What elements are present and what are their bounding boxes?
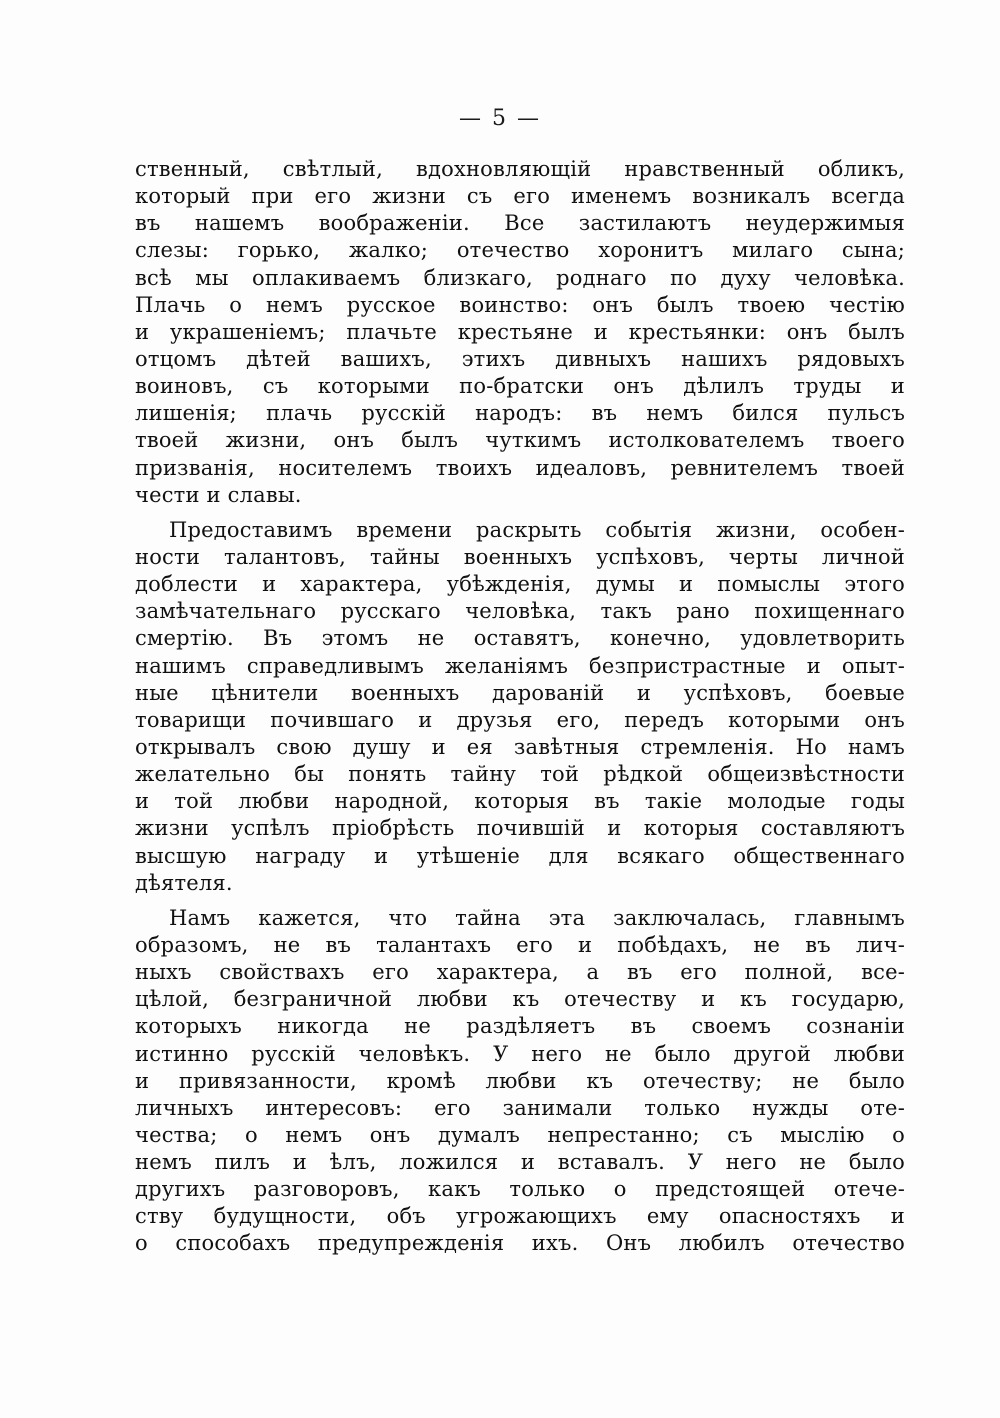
text-line: ности талантовъ, тайны военныхъ успѣховъ, черты личной bbox=[135, 544, 905, 569]
text-line: ныхъ свойствахъ его характера, а въ его полной, все- bbox=[135, 960, 905, 985]
text-line: въ нашемъ воображеніи. Все застилаютъ неудержимыя bbox=[135, 211, 905, 236]
page-number-header: — 5 — bbox=[459, 106, 541, 131]
text-line: который при его жизни съ его именемъ возникалъ всегда bbox=[135, 184, 905, 209]
paragraph-2 bbox=[135, 517, 905, 897]
page-body-text bbox=[135, 156, 905, 1258]
text-line: доблести и характера, убѣжденія, думы и помыслы этого bbox=[135, 572, 905, 597]
text-line: всѣ мы оплакиваемъ близкаго, роднаго по духу человѣка. bbox=[135, 265, 905, 290]
text-line: высшую награду и утѣшеніе для всякаго общественнаго bbox=[135, 843, 905, 868]
text-line: ственный, свѣтлый, вдохновляющій нравственный обликъ, bbox=[135, 157, 905, 181]
text-line: чести и славы. bbox=[135, 482, 302, 507]
text-line: которыхъ никогда не раздѣляетъ въ своемъ сознаніи bbox=[135, 1014, 905, 1039]
text-line: слезы: горько, жалко; отечество хоронитъ милаго сына; bbox=[135, 238, 905, 263]
text-line: призванія, носителемъ твоихъ идеаловъ, ревнителемъ твоей bbox=[135, 455, 905, 480]
text-line: желательно бы понять тайну той рѣдкой общеизвѣстности bbox=[135, 762, 905, 787]
text-line: твоей жизни, онъ былъ чуткимъ истолкователемъ твоего bbox=[135, 428, 905, 453]
paragraph-gap bbox=[135, 509, 905, 517]
text-line: Предоставимъ времени раскрыть событія жизни, особен- bbox=[169, 517, 905, 542]
text-line: и привязанности, кромѣ любви къ отечеству; не было bbox=[135, 1068, 905, 1093]
text-line: немъ пилъ и ѣлъ, ложился и вставалъ. У него не было bbox=[135, 1150, 905, 1175]
text-line: нашимъ справедливымъ желаніямъ безпристрастные и опыт- bbox=[135, 653, 905, 678]
text-line: жизни успѣлъ пріобрѣсть почившій и которыя составляютъ bbox=[135, 816, 905, 841]
text-line: товарищи почившаго и друзья его, передъ которыми онъ bbox=[135, 707, 905, 732]
text-line: Плачь о немъ русское воинство: онъ былъ твоею честію bbox=[135, 292, 905, 317]
text-line: дѣятеля. bbox=[135, 870, 233, 895]
text-line: цѣлой, безграничной любви къ отечеству и къ государю, bbox=[135, 987, 905, 1012]
text-line: личныхъ интересовъ: его занимали только нужды оте- bbox=[135, 1095, 905, 1120]
text-line: чества; о немъ онъ думалъ непрестанно; съ мыслію о bbox=[135, 1122, 905, 1147]
text-line: смертію. Въ этомъ не оставятъ, конечно, удовлетворить bbox=[135, 626, 905, 651]
text-line: образомъ, не въ талантахъ его и побѣдахъ, не въ лич- bbox=[135, 932, 905, 957]
text-line: истинно русскій человѣкъ. У него не было другой любви bbox=[135, 1041, 905, 1066]
text-line: воиновъ, съ которыми по-братски онъ дѣлилъ труды и bbox=[135, 374, 905, 399]
text-line: открывалъ свою душу и ея завѣтныя стремленія. Но намъ bbox=[135, 734, 905, 759]
text-line: о способахъ предупрежденія ихъ. Онъ любилъ отечество bbox=[135, 1231, 905, 1256]
text-line: ные цѣнители военныхъ дарованій и успѣховъ, боевые bbox=[135, 680, 905, 705]
text-line: ству будущности, объ угрожающихъ ему опасностяхъ и bbox=[135, 1204, 905, 1229]
text-line: лишенія; плачь русскій народъ: въ немъ бился пульсъ bbox=[135, 401, 905, 426]
text-line: отцомъ дѣтей вашихъ, этихъ дивныхъ нашихъ рядовыхъ bbox=[135, 346, 905, 371]
paragraph-gap bbox=[135, 897, 905, 905]
text-line: Намъ кажется, что тайна эта заключалась, главнымъ bbox=[169, 905, 905, 930]
text-line: другихъ разговоровъ, какъ только о предстоящей отече- bbox=[135, 1177, 905, 1202]
text-line: и той любви народной, которыя въ такіе молодые годы bbox=[135, 789, 905, 814]
text-line: и украшеніемъ; плачьте крестьяне и крестьянки: онъ былъ bbox=[135, 319, 905, 344]
paragraph-1 bbox=[135, 156, 905, 509]
text-line: замѣчательнаго русскаго человѣка, такъ рано похищеннаго bbox=[135, 599, 905, 624]
paragraph-3 bbox=[135, 905, 905, 1258]
